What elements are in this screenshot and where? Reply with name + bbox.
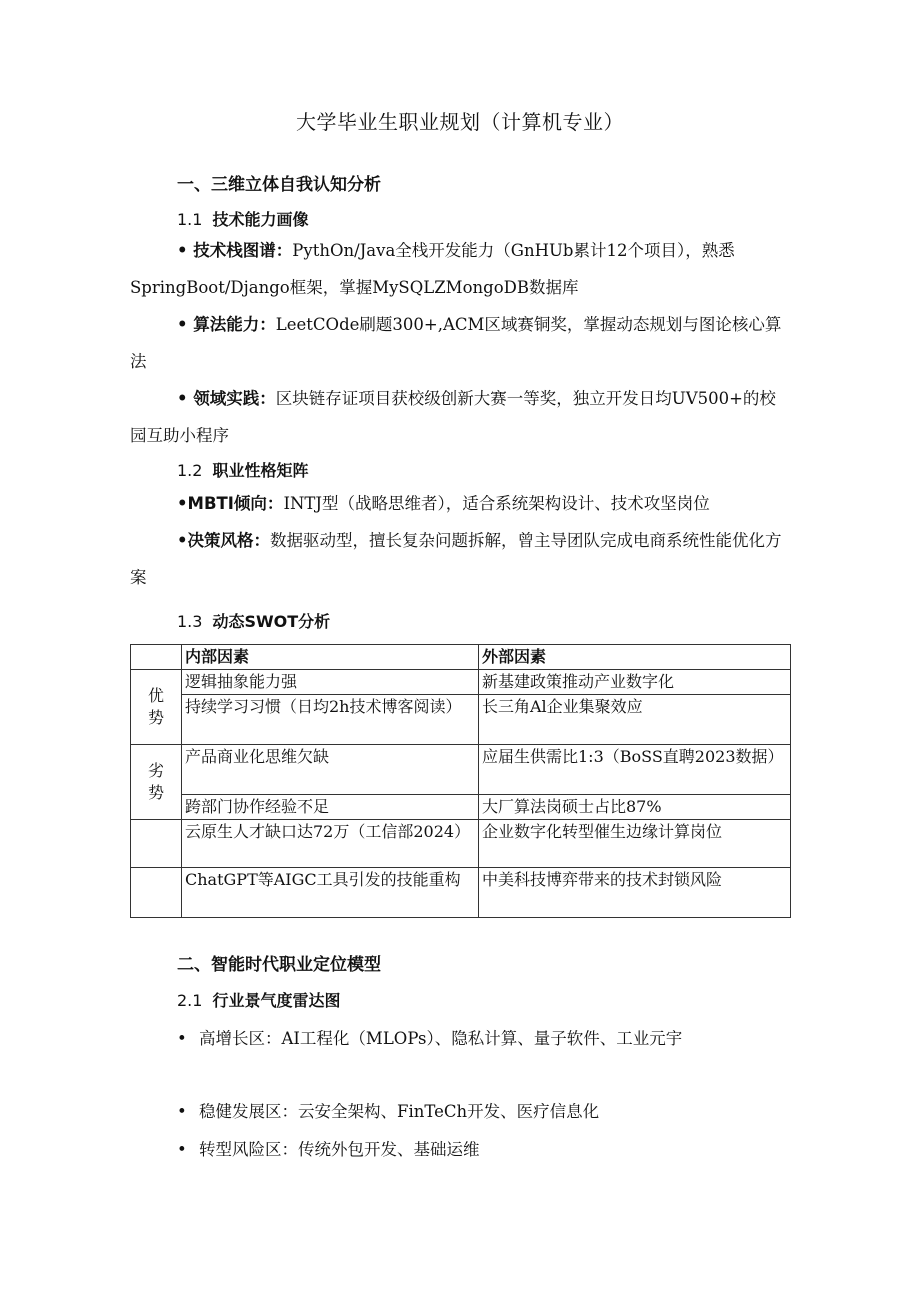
subsection-1-2-heading — [177, 458, 308, 481]
list-item-text: 转型风险区：传统外包开发、基础运维 — [199, 1140, 480, 1159]
swot-table — [130, 644, 791, 918]
table-row — [131, 795, 791, 820]
internal-cell: 逻辑抽象能力强 — [182, 670, 479, 695]
domain-practice-paragraph — [130, 380, 792, 454]
weakness-label: 劣势 — [147, 761, 164, 802]
subsection-number: 1.3 — [177, 612, 203, 631]
list-item-text: 稳健发展区：云安全架构、FinTeCh开发、医疗信息化 — [199, 1102, 600, 1121]
list-item — [177, 1025, 682, 1049]
list-item — [177, 1136, 480, 1160]
tech-stack-paragraph — [130, 232, 792, 306]
algorithm-paragraph — [130, 306, 792, 380]
weakness-label-cell — [131, 745, 182, 820]
paragraph-text: 数据驱动型，擅长复杂问题拆解，曾主导团队完成电商系统性能优化方案 — [130, 531, 782, 587]
decision-style-paragraph — [130, 522, 792, 596]
bullet-dot: • — [177, 1029, 187, 1048]
paragraph-label: • 技术栈图谱： — [177, 241, 293, 260]
external-cell: 长三角Al企业集聚效应 — [479, 695, 791, 745]
empty-side-cell — [131, 820, 182, 868]
paragraph-text: LeetCOde刷题300+,ACM区域赛铜奖，掌握动态规划与图论核心算法 — [130, 315, 782, 371]
bullet-dot: • — [177, 1140, 187, 1159]
table-row — [131, 695, 791, 745]
paragraph-label: • 领域实践： — [177, 389, 276, 408]
subsection-1-1-heading — [177, 207, 308, 230]
subsection-title: 技术能力画像 — [212, 210, 309, 229]
strength-label: 优势 — [147, 686, 164, 727]
table-row — [131, 820, 791, 868]
table-row — [131, 868, 791, 918]
list-item-text: 高增长区：AI工程化（MLOPs）、隐私计算、量子软件、工业元宇 — [199, 1029, 683, 1048]
paragraph-label: •MBTI倾向： — [177, 494, 284, 513]
paragraph-text: PythOn/Java全栈开发能力（GnHUb累计12个项目），熟悉SpringBoot/Django框架，掌握MySQLZMongoDB数据库 — [130, 241, 735, 297]
paragraph-label: •决策风格： — [177, 531, 271, 550]
section1-heading: 一、三维立体自我认知分析 — [177, 175, 381, 195]
external-cell: 中美科技博弈带来的技术封锁风险 — [479, 868, 791, 918]
subsection-title: 行业景气度雷达图 — [212, 991, 341, 1010]
list-item — [177, 1098, 599, 1122]
subsection-title: 动态SWOT分析 — [212, 612, 331, 631]
subsection-1-3-heading — [177, 609, 330, 632]
internal-cell: 持续学习习惯（日均2h技术博客阅读） — [182, 695, 479, 745]
subsection-number: 1.2 — [177, 461, 203, 480]
empty-side-cell — [131, 868, 182, 918]
table-row — [131, 745, 791, 795]
strength-label-cell — [131, 670, 182, 745]
internal-factors-header: 内部因素 — [182, 645, 479, 670]
external-cell: 应届生供需比1:3（BoSS直聘2023数据） — [479, 745, 791, 795]
table-header-row — [131, 645, 791, 670]
paragraph-text: 区块链存证项目获校级创新大赛一等奖，独立开发日均UV500+的校园互助小程序 — [130, 389, 776, 445]
internal-cell: ChatGPT等AIGC工具引发的技能重构 — [182, 868, 479, 918]
table-row — [131, 670, 791, 695]
external-factors-header: 外部因素 — [479, 645, 791, 670]
mbti-paragraph — [130, 485, 792, 522]
page-title: 大学毕业生职业规划（计算机专业） — [296, 110, 624, 134]
external-cell: 企业数字化转型催生边缘计算岗位 — [479, 820, 791, 868]
external-cell: 大厂算法岗硕士占比87% — [479, 795, 791, 820]
subsection-2-1-heading — [177, 988, 340, 1011]
internal-cell: 产品商业化思维欠缺 — [182, 745, 479, 795]
bullet-dot: • — [177, 1102, 187, 1121]
subsection-number: 2.1 — [177, 991, 203, 1010]
internal-cell: 跨部门协作经验不足 — [182, 795, 479, 820]
subsection-number: 1.1 — [177, 210, 203, 229]
paragraph-label: • 算法能力： — [177, 315, 276, 334]
section2-heading: 二、智能时代职业定位模型 — [177, 955, 381, 975]
internal-cell: 云原生人才缺口达72万（工信部2024） — [182, 820, 479, 868]
paragraph-text: INTJ型（战略思维者），适合系统架构设计、技术攻坚岗位 — [283, 494, 710, 513]
external-cell: 新基建政策推动产业数字化 — [479, 670, 791, 695]
table-corner-cell — [131, 645, 182, 670]
subsection-title: 职业性格矩阵 — [212, 461, 309, 480]
